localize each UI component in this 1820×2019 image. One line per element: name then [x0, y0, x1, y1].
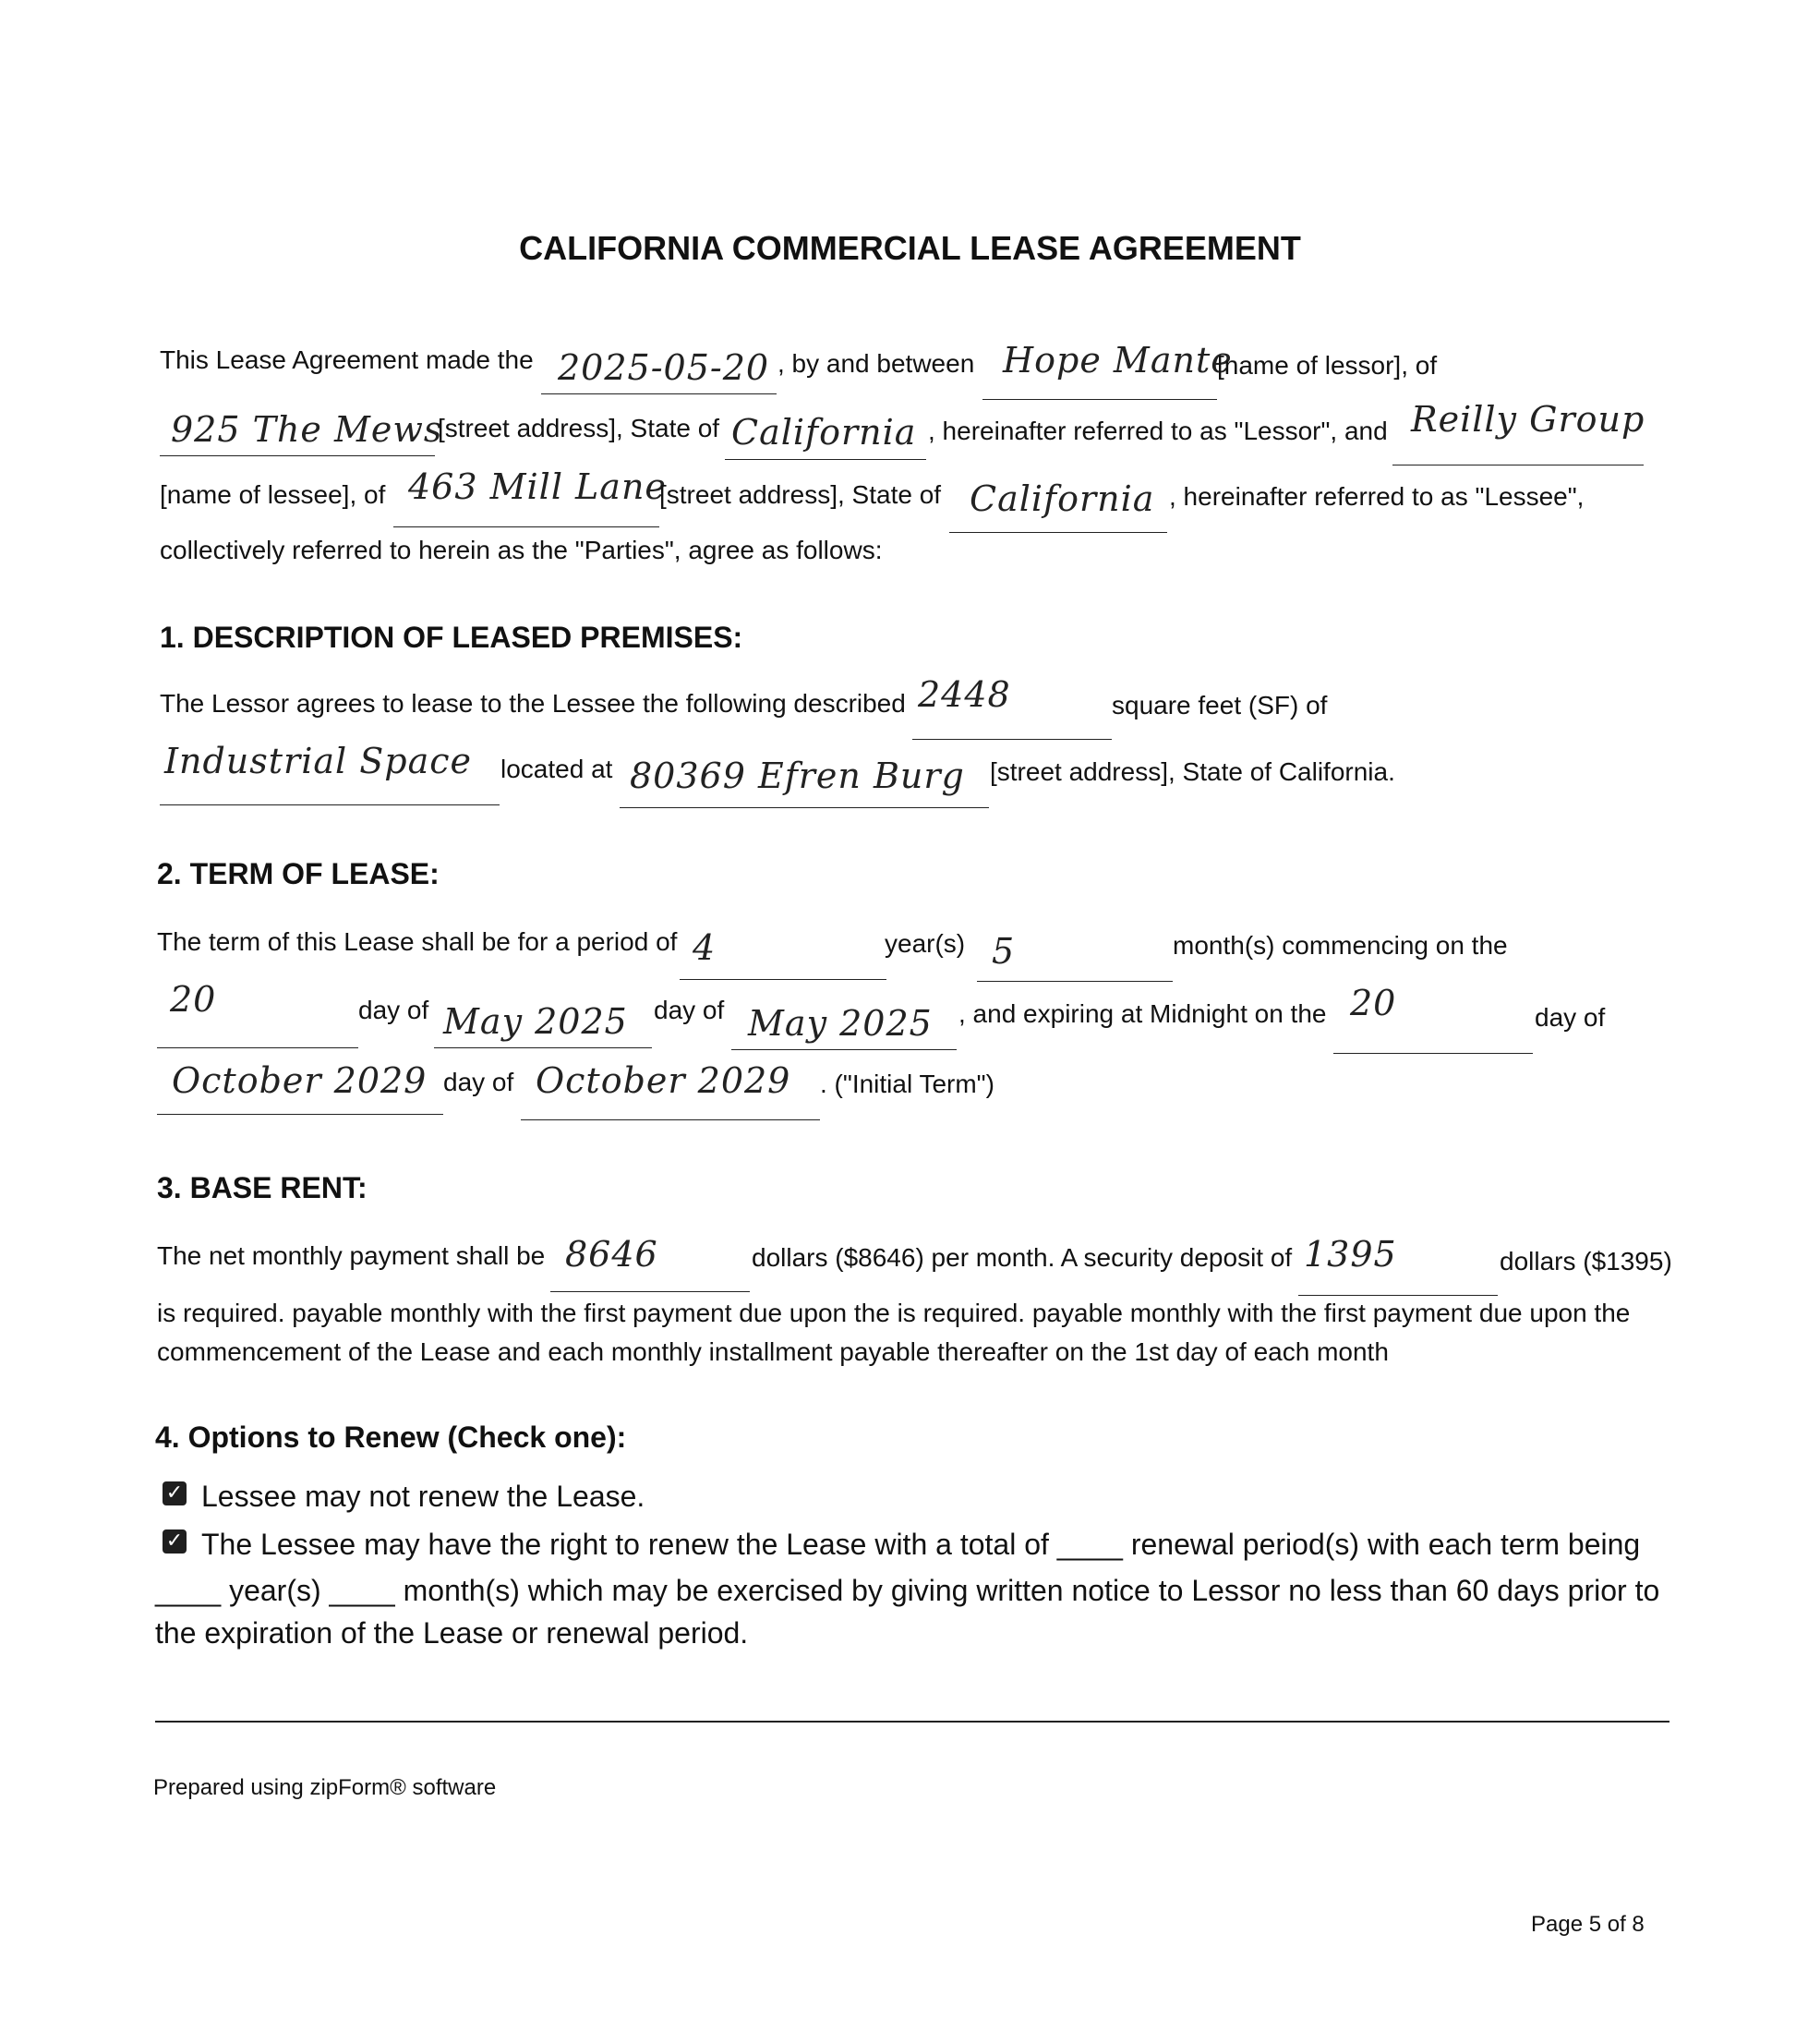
sqft-value: 2448: [918, 674, 1011, 715]
s2-text-3: month(s) commencing on the: [1173, 931, 1508, 960]
lessee-address-value: 463 Mill Lane: [408, 466, 667, 507]
s2-text-9: . ("Initial Term"): [820, 1070, 994, 1098]
option-1-label: Lessee may not renew the Lease.: [201, 1480, 645, 1513]
term-months-value: 5: [992, 931, 1016, 972]
s2-text-6: , and expiring at Midnight on the: [958, 999, 1327, 1028]
end-month-1-value: October 2029: [172, 1060, 428, 1101]
start-month-1-field[interactable]: [434, 1047, 652, 1048]
s1-text-3: located at: [500, 755, 613, 783]
agreement-date-field[interactable]: [541, 393, 777, 394]
s3-text-1: The net monthly payment shall be: [157, 1241, 546, 1270]
premises-address-value: 80369 Efren Burg: [630, 756, 965, 796]
s2-text-2: year(s): [885, 929, 966, 958]
s2-text-1: The term of this Lease shall be for a period of: [157, 927, 678, 956]
lessor-state-value: California: [731, 412, 917, 453]
option-2-label-line-2: ____ year(s) ____ month(s) which may be exercised by giving written notice to Lessor no less than 60 days prior to: [155, 1574, 1660, 1607]
agreement-date-value: 2025-05-20: [558, 347, 770, 388]
intro-text-2: , by and between: [777, 349, 975, 378]
sqft-field[interactable]: [912, 739, 1112, 740]
s2-text-8: day of: [443, 1068, 514, 1096]
intro-text-1: This Lease Agreement made the: [160, 345, 534, 374]
end-month-2-field[interactable]: [521, 1119, 820, 1120]
s2-text-7: day of: [1535, 1003, 1606, 1032]
end-day-value: 20: [1350, 983, 1397, 1023]
premises-address-field[interactable]: [620, 807, 989, 808]
intro-text-4: [street address], State of: [438, 414, 720, 442]
monthly-rent-value: 8646: [565, 1234, 658, 1275]
s1-text-4: [street address], State of California.: [990, 757, 1395, 786]
lessor-name-value: Hope Mante: [1003, 340, 1233, 381]
lessee-address-field[interactable]: [393, 526, 659, 527]
s3-paragraph-line-2: commencement of the Lease and each monthly installment payable thereafter on the 1st day of each month: [157, 1337, 1389, 1366]
term-months-field[interactable]: [977, 981, 1173, 982]
section-4-heading: 4. Options to Renew (Check one):: [155, 1421, 627, 1454]
lessor-address-field[interactable]: [160, 455, 435, 456]
start-month-2-field[interactable]: [731, 1049, 957, 1050]
end-month-1-field[interactable]: [157, 1114, 443, 1115]
lessee-state-field[interactable]: [949, 532, 1167, 533]
space-type-field[interactable]: [160, 804, 500, 805]
intro-text-3: [name of lessor], of: [1217, 351, 1438, 380]
s3-paragraph-line-1: is required. payable monthly with the first payment due upon the is required. payable monthly with the first payment due upon the: [157, 1299, 1631, 1327]
prepared-with-note: Prepared using zipForm® software: [153, 1775, 497, 1800]
footer-divider: [155, 1721, 1669, 1723]
section-3-heading: 3. BASE RENT:: [157, 1171, 368, 1204]
intro-text-7: [street address], State of: [659, 480, 942, 509]
s1-text-2: square feet (SF) of: [1112, 691, 1328, 719]
s3-text-2: dollars ($8646) per month. A security deposit of: [752, 1243, 1293, 1272]
start-day-value: 20: [170, 979, 217, 1020]
term-years-value: 4: [693, 927, 717, 968]
end-day-field[interactable]: [1333, 1053, 1533, 1054]
option-2-checkbox[interactable]: ✓: [163, 1529, 187, 1554]
lessee-state-value: California: [970, 478, 1155, 519]
security-deposit-value: 1395: [1304, 1234, 1397, 1275]
monthly-rent-field[interactable]: [550, 1291, 750, 1292]
s2-text-4: day of: [358, 996, 429, 1024]
intro-text-9: collectively referred to herein as the "Parties", agree as follows:: [160, 536, 883, 564]
option-2-label-line-1: The Lessee may have the right to renew the Lease with a total of ____ renewal period(s) with each term being: [201, 1528, 1641, 1561]
document-title: CALIFORNIA COMMERCIAL LEASE AGREEMENT: [519, 229, 1301, 267]
lessor-name-field[interactable]: [982, 399, 1217, 400]
intro-text-5: , hereinafter referred to as "Lessor", and: [928, 417, 1388, 445]
start-day-field[interactable]: [157, 1047, 358, 1048]
lessor-state-field[interactable]: [725, 459, 926, 460]
option-2-label-line-3: the expiration of the Lease or renewal period.: [155, 1616, 749, 1650]
s2-text-5: day of: [654, 996, 725, 1024]
lessor-address-value: 925 The Mews: [171, 409, 443, 450]
option-1-checkbox[interactable]: ✓: [163, 1481, 187, 1505]
start-month-1-value: May 2025: [443, 1001, 628, 1042]
page-number: Page 5 of 8: [1531, 1912, 1645, 1937]
intro-text-6: [name of lessee], of: [160, 480, 386, 509]
term-years-field[interactable]: [680, 979, 886, 980]
end-month-2-value: October 2029: [536, 1060, 791, 1101]
space-type-value: Industrial Space: [164, 741, 473, 781]
section-2-heading: 2. TERM OF LEASE:: [157, 857, 440, 890]
lessee-name-value: Reilly Group: [1411, 399, 1645, 440]
security-deposit-field[interactable]: [1298, 1295, 1498, 1296]
s3-text-3: dollars ($1395): [1500, 1247, 1672, 1275]
s1-text-1: The Lessor agrees to lease to the Lessee the following described: [160, 689, 906, 718]
section-1-heading: 1. DESCRIPTION OF LEASED PREMISES:: [160, 621, 743, 654]
start-month-2-value: May 2025: [748, 1003, 933, 1044]
intro-text-8: , hereinafter referred to as "Lessee",: [1169, 482, 1585, 511]
